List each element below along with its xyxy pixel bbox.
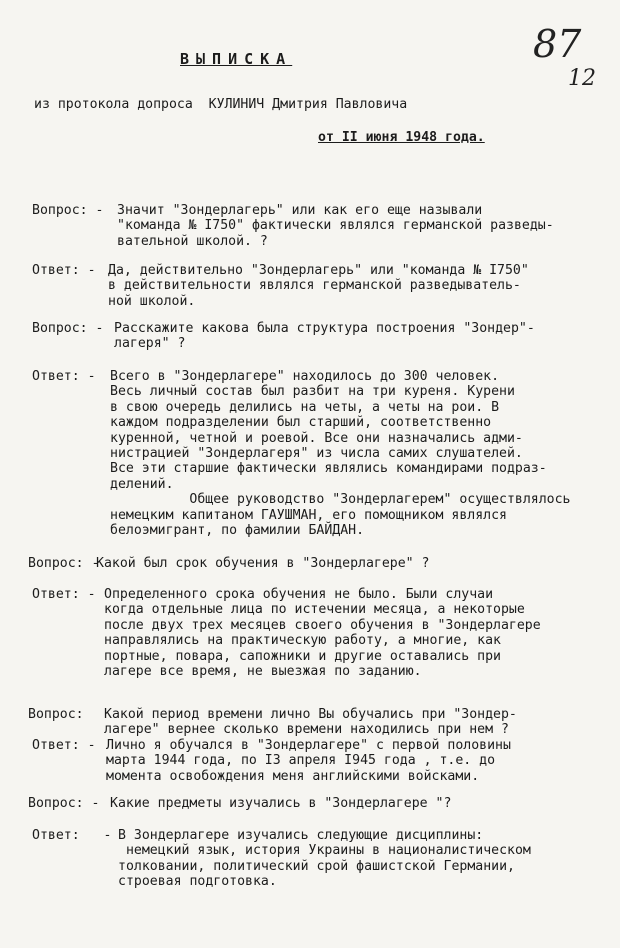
- entry-text-line: нистрацией "Зондерлагеря" из числа самих слушателей.: [110, 446, 523, 462]
- entry-text-line: куренной, четной и роевой. Все они назначались адми-: [110, 430, 523, 446]
- entry-text-line: в свою очередь делились на четы, а четы на рои. В: [110, 399, 500, 415]
- handwritten-sheet-number: 12: [568, 66, 596, 91]
- document-subtitle: из протокола допроса КУЛИНИЧ Дмитрия Павловича: [34, 97, 408, 112]
- entry-text: [117, 203, 554, 249]
- entry-text: [96, 556, 429, 571]
- entry-text-line: делений.: [110, 476, 174, 492]
- entry-text-line: немецкий язык, история Украины в националистическом: [118, 843, 531, 859]
- entry-text-line: лагеря" ?: [114, 336, 186, 352]
- entry-text-line: марта 1944 года, по I3 апреля I945 года , т.е. до: [106, 753, 496, 769]
- entry-text: [104, 707, 517, 738]
- entry-text: [106, 738, 511, 784]
- entry-label: Вопрос:: [28, 707, 84, 722]
- entry-text-line: момента освобождения меня английскими войсками.: [106, 768, 480, 784]
- entry-text-line: Лично я обучался в "Зондерлагере" с первой половины: [106, 738, 511, 753]
- entry-text-line: Все эти старшие фактически являлись командирами подраз-: [110, 461, 547, 477]
- document-date: от II июня 1948 года.: [318, 130, 485, 145]
- entry-label: Вопрос: -: [28, 556, 100, 571]
- document-title: ВЫПИСКА: [180, 50, 293, 68]
- entry-text-line: направлялись на практическую работу, а многие, как: [104, 633, 501, 649]
- entry-text-line: в действительности являлся германской разведыватель-: [108, 278, 521, 294]
- entry-text-line: ной школой.: [108, 293, 196, 309]
- entry-text: [110, 369, 571, 538]
- entry-text-line: когда отдельные лица по истечении месяца, а некоторые: [104, 602, 525, 618]
- entry-text: [118, 828, 531, 890]
- entry-text-line: Да, действительно "Зондерлагерь" или "команда № I750": [108, 263, 529, 278]
- entry-text-line: лагере все время, не выезжая по заданию.: [104, 664, 422, 680]
- entry-text-line: В Зондерлагере изучались следующие дисциплины:: [118, 828, 484, 843]
- entry-text-line: Какие предметы изучались в "Зондерлагере "?: [110, 796, 452, 811]
- entry-text: [108, 263, 529, 309]
- entry-text-line: Определенного срока обучения не было. Были случаи: [104, 587, 494, 602]
- entry-text-line: Всего в "Зондерлагере" находилось до 300 человек.: [110, 369, 500, 384]
- entry-text-line: вательной школой. ?: [117, 233, 268, 249]
- entry-label: Вопрос: -: [28, 796, 100, 811]
- entry-text-line: лагере" вернее сколько времени находились при нем ?: [104, 722, 509, 738]
- entry-text-line: толковании, политический срой фашистской Германии,: [118, 858, 515, 874]
- entry-text: [114, 321, 535, 352]
- entry-label: Вопрос: -: [32, 321, 104, 336]
- entry-label: Ответ: -: [32, 587, 96, 602]
- entry-text-line: "команда № I750" фактически являлся германской разведы-: [117, 218, 554, 234]
- entry-text-line: Значит "Зондерлагерь" или как его еще называли: [117, 203, 483, 218]
- entry-label: Ответ: -: [32, 738, 96, 753]
- entry-text-line: каждом подразделении был старший, соответственно: [110, 415, 492, 431]
- entry-text-line: Какой период времени лично Вы обучались при "Зондер-: [104, 707, 517, 722]
- entry-text-line: портные, повара, сапожники и другие оставались при: [104, 648, 501, 664]
- entry-text-line: строевая подготовка.: [118, 874, 277, 890]
- entry-text-line: Какой был срок обучения в "Зондерлагере" ?: [96, 556, 430, 571]
- entry-text: [110, 796, 451, 811]
- entry-text-line: немецким капитаном ГАУШМАН, его помощником являлся: [110, 507, 507, 523]
- entry-label: Ответ: -: [32, 828, 112, 843]
- handwritten-page-number: 87: [533, 22, 582, 66]
- entry-text-line: Весь личный состав был разбит на три куреня. Курени: [110, 384, 515, 400]
- entry-text-line: Расскажите какова была структура построения "Зондер"-: [114, 321, 535, 336]
- entry-text: [104, 587, 541, 679]
- entry-text-line: белоэмигрант, по фамилии БАЙДАН.: [110, 523, 365, 539]
- entry-text-line: после двух трех месяцев своего обучения в "Зондерлагере: [104, 617, 541, 633]
- entry-label: Ответ: -: [32, 263, 96, 278]
- entry-text-line: Общее руководство "Зондерлагерем" осуществлялось: [110, 492, 571, 508]
- entry-label: Вопрос: -: [32, 203, 104, 218]
- entry-label: Ответ: -: [32, 369, 96, 384]
